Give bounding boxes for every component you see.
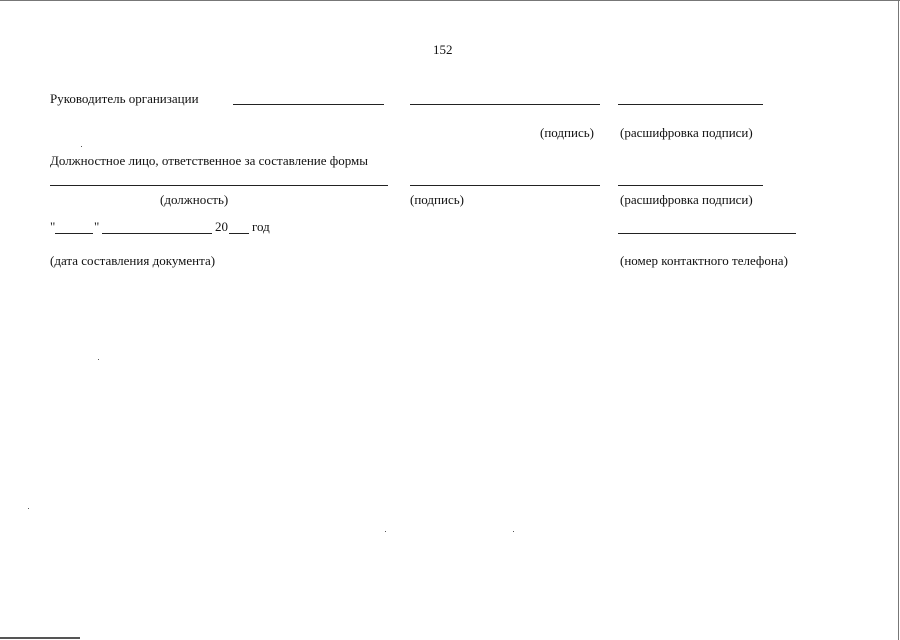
date-century: 20	[215, 219, 228, 234]
date-day-line	[55, 233, 93, 234]
date-quote-open: "	[50, 219, 56, 234]
date-caption: (дата составления документа)	[50, 253, 216, 268]
scan-speck	[98, 359, 99, 360]
responsible-decoding-line	[618, 185, 763, 186]
head-decoding-line	[618, 104, 763, 105]
date-month-line	[102, 233, 212, 234]
date-year-word: год	[252, 219, 270, 234]
date-quote-close: "	[94, 219, 100, 234]
date-year-line	[229, 233, 249, 234]
head-decoding-caption: (расшифровка подписи)	[620, 125, 753, 140]
responsible-position-caption: (должность)	[160, 192, 229, 207]
scan-right-edge	[898, 0, 899, 640]
head-position-line	[233, 104, 384, 105]
phone-number-line	[618, 233, 796, 234]
head-of-organization-label: Руководитель организации	[50, 91, 199, 106]
phone-caption: (номер контактного телефона)	[620, 253, 788, 268]
responsible-position-line	[50, 185, 388, 186]
head-signature-line	[410, 104, 600, 105]
responsible-decoding-caption: (расшифровка подписи)	[620, 192, 753, 207]
page-number: 152	[433, 42, 453, 57]
responsible-signature-line	[410, 185, 600, 186]
scan-speck	[513, 531, 514, 532]
responsible-official-label: Должностное лицо, ответственное за составление формы	[50, 153, 368, 168]
scan-speck	[28, 508, 29, 509]
head-signature-caption: (подпись)	[540, 125, 594, 140]
scan-speck	[81, 146, 82, 147]
scan-bottom-edge	[0, 637, 80, 639]
scan-speck	[385, 531, 386, 532]
responsible-signature-caption: (подпись)	[410, 192, 464, 207]
scan-top-edge	[0, 0, 900, 1]
